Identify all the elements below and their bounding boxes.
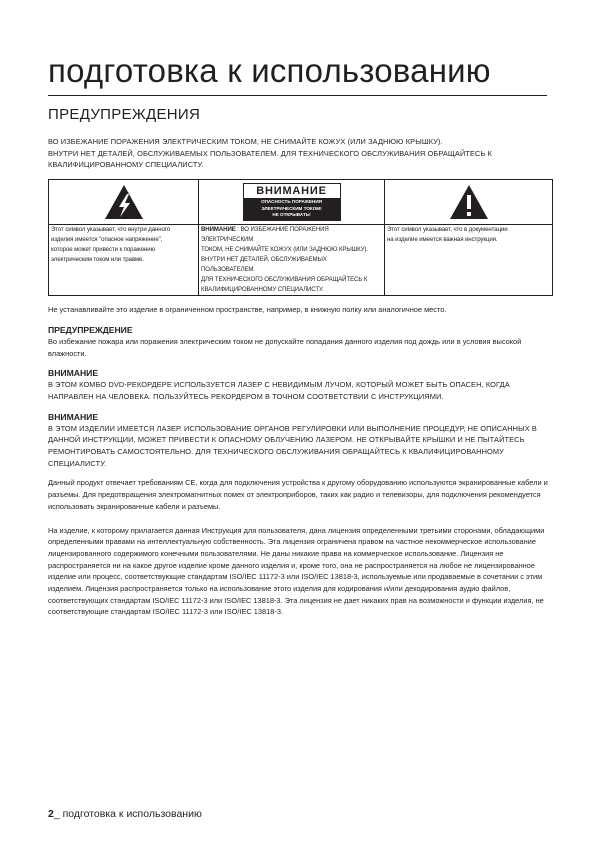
caution-label-sub-1: ОПАСНОСТЬ ПОРАЖЕНИЯ — [261, 199, 322, 205]
caution-label-sub-2: ЭЛЕКТРИЧЕСКИМ ТОКОМ! — [261, 205, 322, 211]
warning-text: Во избежание пожара или поражения электрическим током не допускайте попадания данного изделия под дождь или в условия высокой влажности. — [48, 336, 522, 358]
caution-description — [199, 225, 385, 296]
lightning-bolt-triangle-icon — [104, 184, 144, 220]
section-heading: ПРЕДУПРЕЖДЕНИЯ — [48, 106, 201, 123]
intro-line-2: ВНУТРИ НЕТ ДЕТАЛЕЙ, ОБСЛУЖИВАЕМЫХ ПОЛЬЗОВАТЕЛЕМ. ДЛЯ ТЕХНИЧЕСКОГО ОБСЛУЖИВАНИЯ ОБРАЩАЙТЕСЬ К КВАЛИФИЦИРОВАННОМУ СПЕЦИАЛИСТУ. — [48, 148, 492, 170]
lightning-symbol-cell — [49, 180, 199, 225]
exclamation-symbol-cell — [385, 180, 553, 225]
caution-label — [243, 183, 341, 221]
caution-label-cell — [199, 180, 385, 225]
chapter-title: подготовка к использованию — [48, 52, 491, 89]
lightning-symbol-description — [49, 225, 199, 296]
warning-heading: ПРЕДУПРЕЖДЕНИЕ — [48, 324, 133, 335]
caution-heading-2: ВНИМАНИЕ — [48, 411, 99, 422]
intro-line-1: ВО ИЗБЕЖАНИЕ ПОРАЖЕНИЯ ЭЛЕКТРИЧЕСКИМ ТОКОМ, НЕ СНИМАЙТЕ КОЖУХ (ИЛИ ЗАДНЮЮ КРЫШКУ). — [48, 137, 443, 146]
footer-separator: _ — [53, 808, 63, 820]
title-rule — [48, 95, 547, 96]
footer-section: подготовка к использованию — [62, 808, 202, 820]
ce-compliance-text: Данный продукт отвечает требованиям CE, когда для подключения устройства к другому оборудованию используются экранированные кабели и разъемы. Для предотвращения электромагнитных помех от электроприборов, таких как радио и телевизоры, для подключения рекомендуется использовать экранированные кабели и разъемы. — [48, 478, 548, 511]
middle-text-rest: : ВО ИЗБЕЖАНИЕ ПОРАЖЕНИЯ ЭЛЕКТРИЧЕСКИМ — [201, 226, 329, 244]
middle-text-line: ДЛЯ ТЕХНИЧЕСКОГО ОБСЛУЖИВАНИЯ ОБРАЩАЙТЕСЬ К — [201, 276, 368, 284]
middle-text-bold: ВНИМАНИЕ — [201, 226, 236, 234]
left-text-line: изделия имеется "опасное напряжение", — [51, 236, 163, 244]
caution-label-title: ВНИМАНИЕ — [256, 185, 327, 198]
right-text-line: Этот символ указывает, что в документации — [387, 226, 508, 234]
middle-text-line: КВАЛИФИЦИРОВАННОМУ СПЕЦИАЛИСТУ. — [201, 286, 324, 294]
caution-text-1: В ЭТОМ КОМБО DVD-РЕКОРДЕРЕ ИСПОЛЬЗУЕТСЯ ЛАЗЕР С НЕВИДИМЫМ ЛУЧОМ, КОТОРЫЙ МОЖЕТ БЫТЬ ОПАСЕН, КОГДА НАПРАВЛЕН НА ЧЕЛОВЕКА. ПОЛЬЗУЙТЕСЬ РЕКОРДЕРОМ В ТОЧНОМ СООТВЕТСТВИИ С ИНСТРУКЦИЯМИ. — [48, 380, 510, 401]
page-content — [48, 136, 550, 618]
exclamation-symbol-description — [385, 225, 553, 296]
left-text-line: электрическим током или травме. — [51, 256, 144, 264]
caution-heading-1: ВНИМАНИЕ — [48, 368, 99, 379]
caution-text-2: В ЭТОМ ИЗДЕЛИИ ИМЕЕТСЯ ЛАЗЕР. ИСПОЛЬЗОВАНИЕ ОРГАНОВ РЕГУЛИРОВКИ ИЛИ ВЫПОЛНЕНИЕ ПРОЦЕДУР, НЕ ОПИСАННЫХ В ДАННОЙ ИНСТРУКЦИИ, МОЖЕТ ПРИВЕСТИ К ОПАСНОМУ ОБЛУЧЕНИЮ ЛАЗЕРОМ. НЕ ОТКРЫВАЙТЕ КРЫШКИ И НЕ ПЫТАЙТЕСЬ РЕМОНТИРОВАТЬ САМОСТОЯТЕЛЬНО. ДЛЯ ТЕХНИЧЕСКОГО ОБСЛУЖИВАНИЯ ОБРАЩАЙТЕСЬ К КВАЛИФИЦИРОВАННОМУ СПЕЦИАЛИСТУ. — [48, 423, 537, 468]
middle-text-line: ТОКОМ, НЕ СНИМАЙТЕ КОЖУХ (ИЛИ ЗАДНЮЮ КРЫШКУ). — [201, 246, 368, 254]
warning-symbols-table — [48, 179, 553, 296]
middle-text-line — [201, 225, 382, 245]
placement-note: Не устанавливайте это изделие в ограниченном пространстве, например, в книжную полку или аналогичное место. — [48, 305, 447, 315]
exclamation-triangle-icon — [449, 184, 489, 220]
caution-label-sub-3: НЕ ОТКРЫВАТЬ! — [272, 211, 311, 217]
license-text: На изделие, к которому прилагается данная Инструкция для пользователя, дана лицензия определенными третьими сторонами, обладающими определенными правами на интеллектуальную собственность. Эта лицензия ограничена правом на частное некоммерческое использование лицензированного содержимого конечными пользователями. Не даны никакие права на коммерческое использование. Лицензия не распространяется ни на какое другое изделие кроме данного изделия и, кроме того, она не распространяется на любое не лицензированное изделие или процесс, соответствующие стандартам ISO/IEC 11172-3 или ISO/IEC 13818-3, используемые или продаваемые в сочетании с этим изделием. Лицензия распространяется только на использование этого изделия для кодирования и/или декодирования аудио файлов, соответствующих стандартам ISO/IEC 11172-3 или ISO/IEC 13818-3. Эта лицензия не дает никаких прав на возможности и функции изделия, не соответствующие стандартам ISO/IEC 11172-3 или ISO/IEC 13818-3. — [48, 525, 545, 617]
left-text-line: Этот символ указывает, что внутри данного — [51, 226, 171, 234]
caution-label-subtitle — [244, 198, 340, 220]
page-footer — [48, 808, 202, 820]
page-number: 2 — [48, 808, 54, 820]
middle-text-line: ВНУТРИ НЕТ ДЕТАЛЕЙ, ОБСЛУЖИВАЕМЫХ ПОЛЬЗОВАТЕЛЕМ. — [201, 256, 327, 274]
right-text-line: на изделие имеется важная инструкция. — [387, 236, 498, 244]
left-text-line: которое может привести к поражению — [51, 246, 156, 254]
